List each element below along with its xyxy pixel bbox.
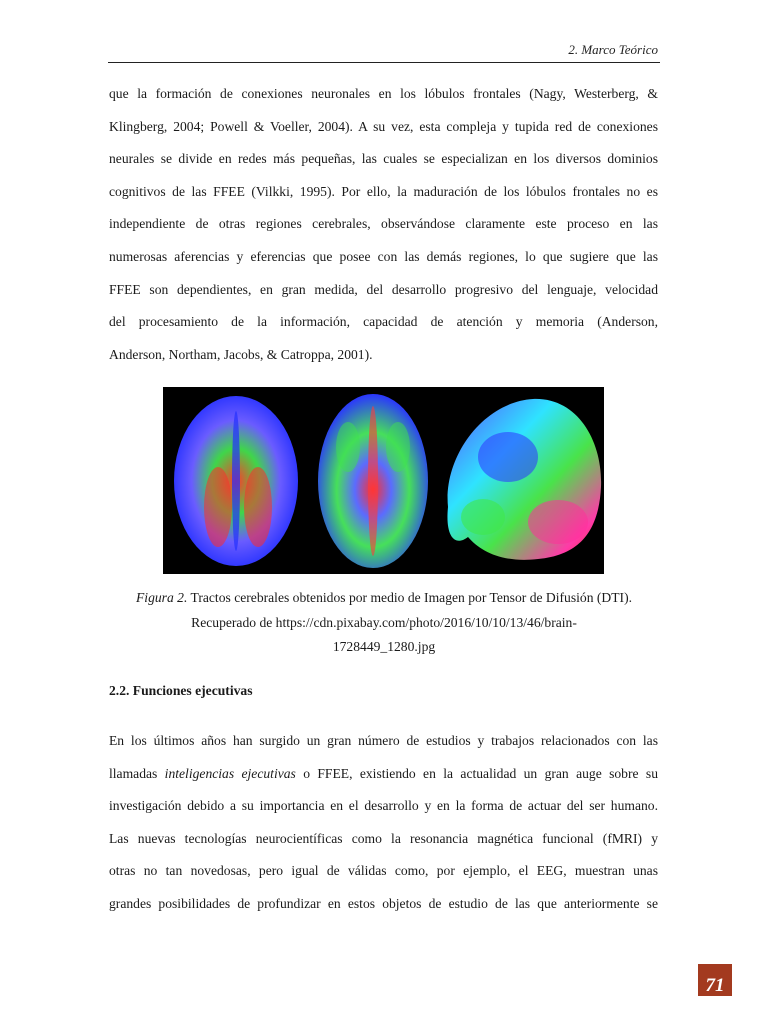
page-number: 71 xyxy=(698,964,732,998)
caption-row-2: Recuperado de https://cdn.pixabay.com/photo/2016/10/10/13/46/brain- xyxy=(191,614,577,630)
paragraph-2-line xyxy=(109,758,658,791)
running-header: 2. Marco Teórico xyxy=(568,42,658,57)
paragraph-2-line: otras no tan novedosas, pero igual de válidas como, por ejemplo, el EEG, muestran unas xyxy=(109,863,658,879)
paragraph-1-line: que la formación de conexiones neuronales en los lóbulos frontales (Nagy, Westerberg, & xyxy=(109,86,658,101)
figure-label: Figura 2. xyxy=(136,590,188,605)
paragraph-2-line: Las nuevas tecnologías neurocientíficas como la resonancia magnética funcional (fMRI) y xyxy=(109,830,658,846)
paragraph-2-line: investigación debido a su importancia en el desarrollo y en la forma de actuar del ser humano. xyxy=(109,798,658,814)
section-heading: 2.2. Funciones ejecutivas xyxy=(109,683,253,698)
paragraph-1-line: FFEE son dependientes, en gran medida, del desarrollo progresivo del lenguaje, velocidad xyxy=(109,281,658,297)
paragraph-1-line: cognitivos de las FFEE (Vilkki, 1995). Por ello, la maduración de los lóbulos frontales no es xyxy=(109,183,658,199)
caption-text: Tractos cerebrales obtenidos por medio de Imagen por Tensor de Difusión (DTI). xyxy=(187,590,632,605)
caption-row-1 xyxy=(100,586,668,611)
brain-tractography-image xyxy=(163,387,604,574)
header-rule xyxy=(108,62,660,63)
paragraph-1-line: Anderson, Northam, Jacobs, & Catroppa, 2001). xyxy=(109,346,373,362)
paragraph-1-line: numerosas aferencias y eferencias que posee con las demás regiones, lo que sugiere que las xyxy=(109,248,658,264)
dti-brain-figure xyxy=(163,387,604,574)
paragraph-2-line: En los últimos años han surgido un gran número de estudios y trabajos relacionados con las xyxy=(109,733,658,748)
page-number-underline xyxy=(698,996,732,998)
paragraph-2 xyxy=(109,725,658,921)
figure-caption xyxy=(100,586,668,660)
caption-row-3: 1728449_1280.jpg xyxy=(332,639,436,654)
paragraph-1-line: Klingberg, 2004; Powell & Voeller, 2004). A su vez, esta compleja y tupida red de conexiones xyxy=(109,118,658,134)
emphasized-term: inteligencias ejecutivas xyxy=(164,765,296,781)
line-text: llamadas xyxy=(109,765,165,781)
line-text: o FFEE, existiendo en la actualidad un gran auge sobre su xyxy=(295,765,658,781)
paragraph-1-line: del procesamiento de la información, capacidad de atención y memoria (Anderson, xyxy=(109,314,658,330)
paragraph-2-line: grandes posibilidades de profundizar en estos objetos de estudio de las que anteriormente se xyxy=(109,895,658,911)
paragraph-1 xyxy=(109,78,658,371)
paragraph-1-line: neurales se divide en redes más pequeñas, las cuales se especializan en los diversos dominios xyxy=(109,151,658,167)
paragraph-1-line: independiente de otras regiones cerebrales, observándose claramente este proceso en las xyxy=(109,216,658,232)
